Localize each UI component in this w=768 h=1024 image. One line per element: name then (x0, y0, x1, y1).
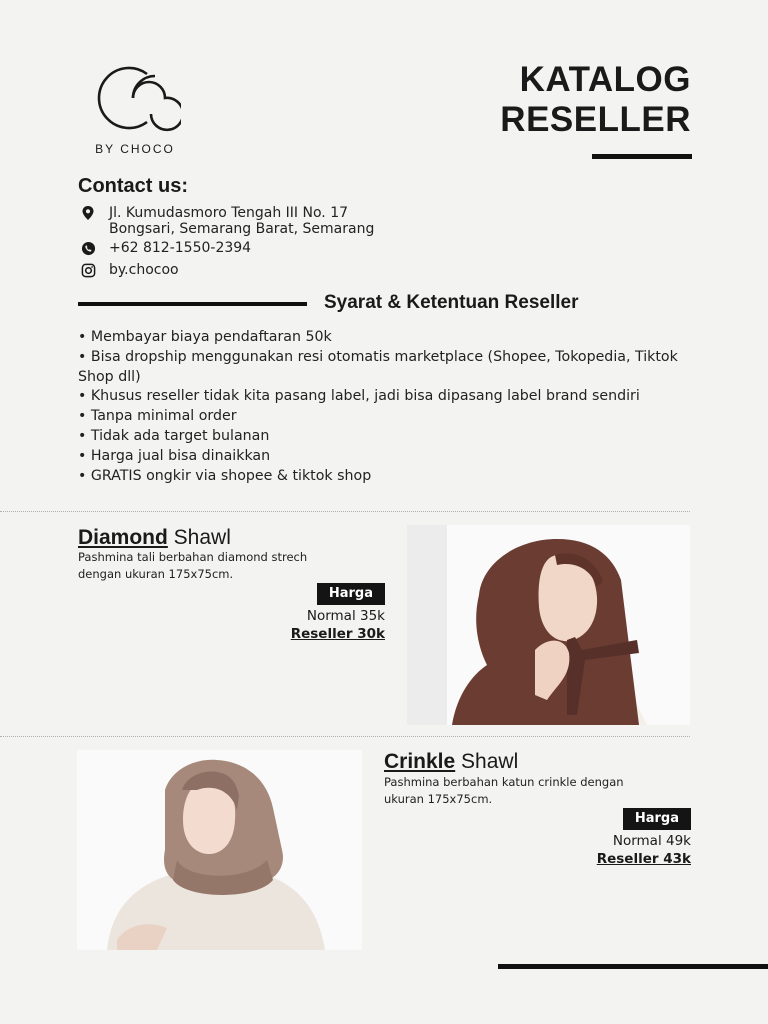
terms-item: • Bisa dropship menggunakan resi otomatis marketplace (Shopee, Tokopedia, Tiktok Shop dll) (78, 348, 678, 385)
dotted-separator (0, 736, 690, 737)
footer-bar (498, 964, 768, 969)
address-line-2: Bongsari, Semarang Barat, Semarang (109, 221, 375, 237)
product-name-bold: Crinkle (384, 750, 456, 773)
price-label-badge: Harga (623, 808, 691, 830)
product-desc-line: dengan ukuran 175x75cm. (78, 567, 234, 581)
title-line-2: RESELLER (500, 100, 691, 139)
title-underline (592, 154, 692, 159)
section-divider (78, 302, 307, 306)
contact-address (80, 205, 374, 237)
terms-item: • Tanpa minimal order (78, 408, 237, 425)
product-desc-line: ukuran 175x75cm. (384, 792, 493, 806)
product-desc-line: Pashmina berbahan katun crinkle dengan (384, 775, 624, 789)
normal-price: Normal 35k (306, 608, 385, 624)
phone-number: +62 812-1550-2394 (109, 240, 252, 256)
product-name-rest: Shawl (167, 526, 231, 549)
product-title-crinkle (384, 750, 518, 774)
product-description (384, 774, 624, 808)
price-label-badge: Harga (317, 583, 385, 605)
product-title-diamond (78, 526, 231, 550)
brand-monogram-icon (89, 62, 181, 134)
normal-price: Normal 49k (612, 833, 691, 849)
terms-list (78, 328, 678, 486)
page-title (500, 60, 691, 140)
brand-logo (80, 62, 190, 156)
address-line-1: Jl. Kumudasmoro Tengah III No. 17 (109, 205, 349, 221)
product-description (78, 549, 307, 583)
contact-heading: Contact us: (78, 175, 188, 197)
instagram-icon (80, 262, 96, 278)
price-block-diamond (291, 583, 385, 643)
terms-item: • Membayar biaya pendaftaran 50k (78, 329, 332, 345)
price-block-crinkle (597, 808, 691, 868)
terms-item: • Tidak ada target bulanan (78, 427, 270, 444)
terms-title: Syarat & Ketentuan Reseller (324, 292, 579, 313)
contact-instagram[interactable] (80, 262, 179, 278)
terms-item: • GRATIS ongkir via shopee & tiktok shop (78, 467, 372, 484)
reseller-price: Reseller 43k (596, 851, 691, 867)
product-name-rest: Shawl (455, 750, 519, 773)
dotted-separator (0, 511, 690, 512)
instagram-handle: by.chocoo (109, 262, 179, 278)
brand-name: BY CHOCO (95, 142, 175, 156)
contact-phone[interactable] (80, 240, 251, 256)
terms-item: • Harga jual bisa dinaikkan (78, 447, 271, 464)
product-name-bold: Diamond (78, 526, 168, 549)
location-pin-icon (80, 205, 96, 221)
title-line-1: KATALOG (519, 60, 691, 99)
product-desc-line: Pashmina tali berbahan diamond strech (78, 550, 308, 564)
terms-item: • Khusus reseller tidak kita pasang label, jadi bisa dipasang label brand sendiri (78, 388, 640, 405)
reseller-price: Reseller 30k (290, 626, 385, 642)
product-photo-crinkle (77, 750, 362, 950)
whatsapp-icon (80, 240, 96, 256)
product-photo-diamond (407, 525, 690, 725)
